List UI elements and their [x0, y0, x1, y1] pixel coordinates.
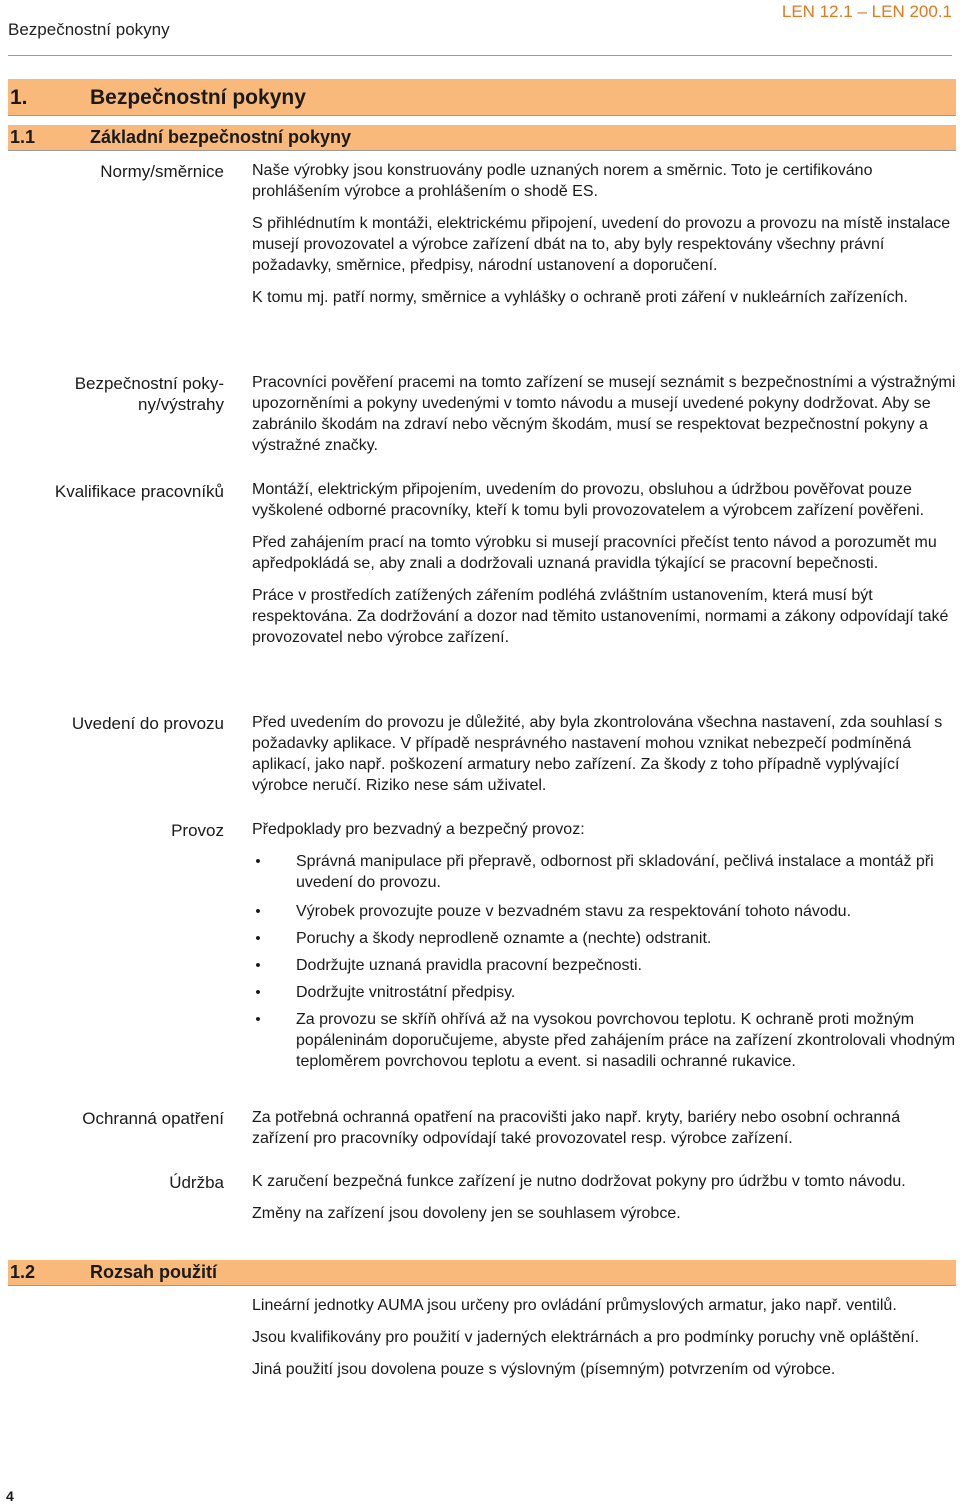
paragraph: Práce v prostředích zatížených zářením podléhá zvláštním ustanovením, která musí být respektována. Za dodržování a dozor nad těmito ustanoveními, normami a zákony odpovídají také provozovatel nebo výrobce zařízení. — [252, 587, 949, 646]
section-title: Rozsah použití — [90, 1262, 217, 1282]
list-item-text: Správná manipulace při přepravě, odbornost při skladování, pečlivá instalace a montáž při uvedení do provozu. — [296, 853, 934, 891]
header-divider — [8, 55, 952, 56]
list-item-text: Za provozu se skříň ohřívá až na vysokou povrchovou teplotu. K ochraně proti možným popáleninám doporučujeme, abyste před zahájením práce na zařízení zkontrolovali vhodným teploměrem povrchovou teplotu a event. si nasadili ochranné rukavice. — [296, 1011, 956, 1070]
list-item-text: Výrobek provozujte pouze v bezvadném stavu za respektování tohoto návodu. — [296, 903, 852, 920]
paragraph: Před uvedením do provozu je důležité, aby byla zkontrolována všechna nastavení, zda souhlasí s požadavky aplikace. V případě nesprávného nastavení mohou vznikat nebezpečí podmíněná aplikací, jako např. poškození armatury nebo zařízení. Za škody z toho případně vyplývající výrobce neručí. Riziko nese sám uživatel. — [252, 714, 943, 794]
sidebar-label-ochranna: Ochranná opatření — [82, 1109, 224, 1128]
paragraph: K tomu mj. patří normy, směrnice a vyhlášky o ochraně proti záření v nukleárních zařízeních. — [252, 289, 908, 306]
section-title: Základní bezpečnostní pokyny — [90, 127, 352, 147]
provoz-intro — [252, 819, 956, 840]
sidebar-label-normy: Normy/směrnice — [100, 162, 224, 181]
list-item-text: Dodržujte vnitrostátní předpisy. — [296, 984, 516, 1001]
udrzba-block — [252, 1171, 956, 1224]
kvalifikace-block — [252, 479, 956, 648]
bullet-icon: • — [255, 984, 261, 1001]
section-number: 1.2 — [10, 1262, 36, 1282]
paragraph: Jsou kvalifikovány pro použití v jaderných elektrárnách a pro podmínky poruchy vně opláštění. — [252, 1329, 920, 1346]
list-item-text: Poruchy a škody neprodleně oznamte a (nechte) odstranit. — [296, 930, 712, 947]
page-number: 4 — [6, 1488, 14, 1504]
bullet-icon: • — [255, 853, 261, 870]
paragraph: Před zahájením prací na tomto výrobku si musejí pracovníci přečíst tento návod a porozumět mu apředpokládá se, aby znali a dodržovali uznaná pravidla týkající se pracovní bepečnosti. — [252, 534, 937, 572]
list-item-text: Dodržujte uznaná pravidla pracovní bezpečnosti. — [296, 957, 642, 974]
section-1-1-heading — [8, 125, 956, 151]
paragraph: K zaručení bezpečná funkce zařízení je nutno dodržovat pokyny pro údržbu v tomto návodu. — [252, 1173, 906, 1190]
section-number: 1. — [10, 86, 28, 109]
uvedeni-block — [252, 712, 956, 796]
pokyny-block — [252, 372, 956, 456]
paragraph: S přihlédnutím k montáži, elektrickému připojení, uvedení do provozu a provozu na místě instalace musejí provozovatel a výrobce zařízení dbát na to, aby byly respektovány všechny právní požadavky, směrnice, předpisy, národní ustanovení a doporučení. — [252, 215, 951, 274]
sidebar-label-uvedeni: Uvedení do provozu — [71, 714, 224, 733]
section-number: 1.1 — [10, 127, 36, 147]
paragraph: Lineární jednotky AUMA jsou určeny pro ovládání průmyslových armatur, jako např. ventilů. — [252, 1297, 897, 1314]
sidebar-label-pokyny: Bezpečnostní poky-ny/výstrahy — [74, 374, 224, 414]
section-title: Bezpečnostní pokyny — [90, 86, 306, 109]
paragraph: Pracovníci pověření pracemi na tomto zařízení se musejí seznámit s bezpečnostními a výstražnými upozorněními a pokyny uvedenými v tomto návodu a musejí uvedené pokyny dodržovat. Aby se zabránilo škodám na zdraví nebo věcným škodám, musí se respektovat bezpečnostní pokyny a výstražné značky. — [252, 374, 956, 454]
section-1-heading — [8, 79, 956, 116]
sidebar-label-provoz: Provoz — [171, 821, 224, 840]
running-header-model: LEN 12.1 – LEN 200.1 — [781, 2, 952, 21]
rozsah-block — [252, 1295, 956, 1380]
paragraph: Jiná použití jsou dovolena pouze s výslovným (písemným) potvrzením od výrobce. — [252, 1361, 836, 1378]
paragraph: Naše výrobky jsou konstruovány podle uznaných norem a směrnic. Toto je certifikováno prohlášením výrobce a prohlášením o shodě ES. — [252, 162, 873, 200]
normy-block — [252, 160, 956, 308]
paragraph: Montáží, elektrickým připojením, uvedením do provozu, obsluhou a údržbou pověřovat pouze vyškolené odborné pracovníky, kteří k tomu byli provozovatelem a výrobcem zařízení pověřeni. — [252, 481, 925, 519]
paragraph: Změny na zařízení jsou dovoleny jen se souhlasem výrobce. — [252, 1205, 681, 1222]
bullet-icon: • — [255, 930, 261, 947]
paragraph: Předpoklady pro bezvadný a bezpečný provoz: — [252, 821, 585, 838]
sidebar-label-udrzba: Údržba — [169, 1173, 224, 1192]
running-header-title: Bezpečnostní pokyny — [8, 20, 170, 39]
sidebar-label-kvalifikace: Kvalifikace pracovníků — [54, 482, 224, 501]
bullet-icon: • — [255, 957, 261, 974]
bullet-icon: • — [255, 1011, 261, 1028]
section-1-2-heading — [8, 1260, 956, 1286]
paragraph: Za potřebná ochranná opatření na pracovišti jako např. kryty, bariéry nebo osobní ochranná zařízení pro pracovníky odpovídají také provozovatel resp. výrobce zařízení. — [252, 1109, 901, 1147]
ochranna-block — [252, 1107, 956, 1149]
bullet-icon: • — [255, 903, 261, 920]
